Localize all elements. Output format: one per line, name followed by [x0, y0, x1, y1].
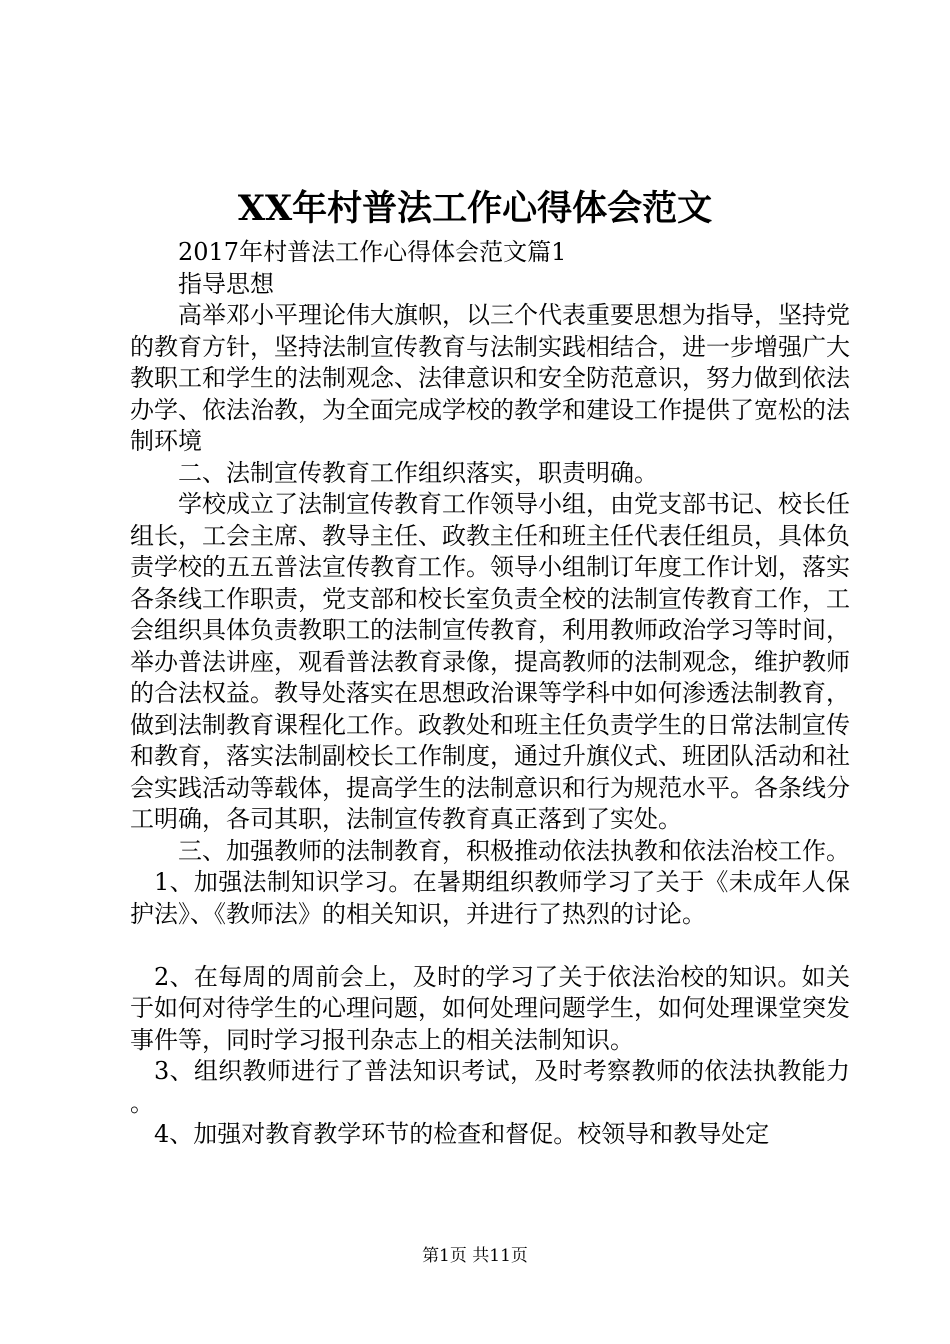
body-paragraph: 学校成立了法制宣传教育工作领导小组，由党支部书记、校长任组长，工会主席、教导主任、政教主任和班主任代表任组员，具体负责学校的五五普法宣传教育工作。领导小组制订年度工作计划，落实各条线工作职责，党支部和校长室负责全校的法制宣传教育工作，工会组织具体负责教职工的法制宣传教育，利用教师政治学习等时间，举办普法讲座，观看普法教育录像，提高教师的法制观念，维护教师的合法权益。教导处落实在思想政治课等学科中如何渗透法制教育，做到法制教育课程化工作。政教处和班主任负责学生的日常法制宣传和教育，落实法制副校长工作制度，通过升旗仪式、班团队活动和社会实践活动等载体，提高学生的法制意识和行为规范水平。各条线分工明确，各司其职，法制宣传教育真正落到了实处。	[130, 490, 850, 833]
document-title: XX年村普法工作心得体会范文	[237, 188, 713, 229]
list-item: 1、加强法制知识学习。在暑期组织教师学习了关于《未成年人保护法》、《教师法》的相关知识，并进行了热烈的讨论。	[130, 868, 850, 928]
list-item: 4、加强对教育教学环节的检查和督促。校领导和教导处定	[154, 1120, 770, 1148]
subsection-heading: 三、加强教师的法制教育，积极推动依法执教和依法治校工作。	[178, 836, 850, 865]
page-footer: 第1页 共11页	[422, 1246, 528, 1266]
list-item: 3、组织教师进行了普法知识考试，及时考察教师的依法执教能力。	[130, 1057, 850, 1117]
document-body	[130, 237, 850, 1151]
section-heading: 2017年村普法工作心得体会范文篇1	[178, 238, 567, 266]
subsection-heading: 二、法制宣传教育工作组织落实，职责明确。	[178, 458, 658, 487]
subsection-heading: 指导思想	[178, 269, 274, 298]
list-item: 2、在每周的周前会上，及时的学习了关于依法治校的知识。如关于如何对待学生的心理问题，如何处理问题学生，如何处理课堂突发事件等，同时学习报刊杂志上的相关法制知识。	[130, 962, 850, 1054]
body-paragraph: 高举邓小平理论伟大旗帜，以三个代表重要思想为指导，坚持党的教育方针，坚持法制宣传教育与法制实践相结合，进一步增强广大教职工和学生的法制观念、法律意识和安全防范意识，努力做到依法办学、依法治教，为全面完成学校的教学和建设工作提供了宽松的法制环境	[130, 301, 850, 455]
